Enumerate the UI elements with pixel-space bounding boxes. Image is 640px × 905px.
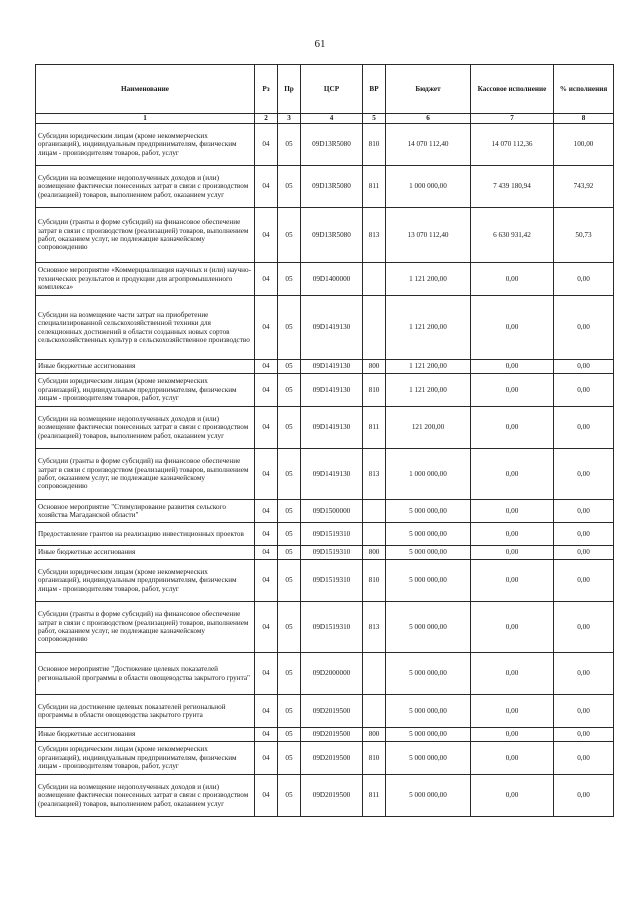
cell-pct: 0,00 xyxy=(554,546,614,560)
column-number: 6 xyxy=(386,114,471,124)
cell-budget: 1 121 200,00 xyxy=(386,360,471,374)
header-pct: % исполнения xyxy=(554,65,614,114)
cell-csr: 09D1519310 xyxy=(301,602,363,653)
cell-csr: 09D1400000 xyxy=(301,263,363,296)
cell-pct: 0,00 xyxy=(554,523,614,546)
cell-pct: 0,00 xyxy=(554,263,614,296)
cell-csr: 09D1419130 xyxy=(301,296,363,360)
cell-csr: 09D13R5080 xyxy=(301,124,363,166)
cell-budget: 1 000 000,00 xyxy=(386,449,471,500)
header-rz: Рз xyxy=(255,65,278,114)
cell-vr: 810 xyxy=(363,742,386,775)
cell-rz: 04 xyxy=(255,166,278,208)
header-row xyxy=(36,65,614,114)
cell-csr: 09D1419130 xyxy=(301,374,363,407)
cell-pr: 05 xyxy=(278,523,301,546)
cell-name: Субсидии на возмещение недополученных доходов и (или) возмещение фактически понесенных затрат в связи с производством (реализацией) товаров, выполнением работ, оказанием услуг xyxy=(36,775,255,817)
cell-pct: 0,00 xyxy=(554,695,614,728)
cell-exec: 0,00 xyxy=(471,500,554,523)
cell-rz: 04 xyxy=(255,523,278,546)
cell-rz: 04 xyxy=(255,695,278,728)
cell-vr xyxy=(363,296,386,360)
column-number: 1 xyxy=(36,114,255,124)
cell-vr: 813 xyxy=(363,208,386,263)
cell-name: Субсидии на возмещение недополученных доходов и (или) возмещение фактически понесенных затрат в связи с производством (реализацией) товаров, выполнением работ, оказанием услуг xyxy=(36,407,255,449)
cell-pr: 05 xyxy=(278,449,301,500)
cell-vr xyxy=(363,523,386,546)
cell-pr: 05 xyxy=(278,124,301,166)
table-row xyxy=(36,208,614,263)
cell-budget: 5 000 000,00 xyxy=(386,560,471,602)
cell-exec: 0,00 xyxy=(471,546,554,560)
column-number: 7 xyxy=(471,114,554,124)
cell-budget: 5 000 000,00 xyxy=(386,500,471,523)
cell-pct: 0,00 xyxy=(554,602,614,653)
cell-name: Основное мероприятие «Коммерциализация научных и (или) научно-технических результатов и продукции для агропромышленного комплекса» xyxy=(36,263,255,296)
cell-budget: 1 121 200,00 xyxy=(386,263,471,296)
cell-vr: 800 xyxy=(363,360,386,374)
cell-rz: 04 xyxy=(255,374,278,407)
cell-vr: 810 xyxy=(363,560,386,602)
cell-name: Субсидии юридическим лицам (кроме некоммерческих организаций), индивидуальным предпринимателям, физическим лицам - производителям товаров, работ, услуг xyxy=(36,742,255,775)
cell-pct: 100,00 xyxy=(554,124,614,166)
table-row xyxy=(36,360,614,374)
cell-pr: 05 xyxy=(278,263,301,296)
cell-pr: 05 xyxy=(278,775,301,817)
table-row xyxy=(36,560,614,602)
cell-vr: 810 xyxy=(363,374,386,407)
cell-rz: 04 xyxy=(255,742,278,775)
cell-exec: 0,00 xyxy=(471,449,554,500)
cell-exec: 0,00 xyxy=(471,263,554,296)
cell-name: Субсидии (гранты в форме субсидий) на финансовое обеспечение затрат в связи с производством (реализацией) товаров, выполнением работ, оказанием услуг, не подлежащие казначейскому сопровождению xyxy=(36,208,255,263)
cell-vr: 810 xyxy=(363,124,386,166)
column-number: 3 xyxy=(278,114,301,124)
table-row xyxy=(36,449,614,500)
cell-exec: 0,00 xyxy=(471,296,554,360)
cell-budget: 5 000 000,00 xyxy=(386,523,471,546)
cell-csr: 09D13R5080 xyxy=(301,166,363,208)
table-row xyxy=(36,728,614,742)
cell-pct: 0,00 xyxy=(554,407,614,449)
cell-rz: 04 xyxy=(255,560,278,602)
cell-vr: 813 xyxy=(363,602,386,653)
cell-pr: 05 xyxy=(278,602,301,653)
cell-exec: 0,00 xyxy=(471,742,554,775)
cell-pct: 0,00 xyxy=(554,742,614,775)
table-row xyxy=(36,742,614,775)
cell-pr: 05 xyxy=(278,407,301,449)
cell-exec: 0,00 xyxy=(471,523,554,546)
header-budget: Бюджет xyxy=(386,65,471,114)
cell-exec: 0,00 xyxy=(471,374,554,407)
table-row xyxy=(36,124,614,166)
table-row xyxy=(36,296,614,360)
cell-pr: 05 xyxy=(278,296,301,360)
cell-name: Субсидии на достижение целевых показателей региональной программы в области овощеводства закрытого грунта xyxy=(36,695,255,728)
cell-csr: 09D13R5080 xyxy=(301,208,363,263)
table-row xyxy=(36,653,614,695)
cell-pct: 0,00 xyxy=(554,728,614,742)
cell-budget: 121 200,00 xyxy=(386,407,471,449)
table-row xyxy=(36,500,614,523)
cell-rz: 04 xyxy=(255,124,278,166)
cell-name: Иные бюджетные ассигнования xyxy=(36,546,255,560)
cell-pr: 05 xyxy=(278,500,301,523)
table-row xyxy=(36,166,614,208)
cell-csr: 09D1500000 xyxy=(301,500,363,523)
cell-vr xyxy=(363,500,386,523)
cell-vr: 811 xyxy=(363,166,386,208)
cell-pr: 05 xyxy=(278,360,301,374)
column-number-row xyxy=(36,114,614,124)
cell-pr: 05 xyxy=(278,742,301,775)
cell-exec: 0,00 xyxy=(471,602,554,653)
cell-rz: 04 xyxy=(255,775,278,817)
cell-rz: 04 xyxy=(255,407,278,449)
header-vr: ВР xyxy=(363,65,386,114)
cell-pct: 0,00 xyxy=(554,374,614,407)
cell-budget: 13 070 112,40 xyxy=(386,208,471,263)
table-row xyxy=(36,602,614,653)
cell-budget: 5 000 000,00 xyxy=(386,546,471,560)
cell-budget: 14 070 112,40 xyxy=(386,124,471,166)
header-pr: Пр xyxy=(278,65,301,114)
cell-budget: 1 121 200,00 xyxy=(386,296,471,360)
cell-exec: 0,00 xyxy=(471,560,554,602)
cell-pct: 743,92 xyxy=(554,166,614,208)
cell-pr: 05 xyxy=(278,208,301,263)
cell-name: Субсидии (гранты в форме субсидий) на финансовое обеспечение затрат в связи с производством (реализацией) товаров, выполнением работ, оказанием услуг, не подлежащие казначейскому сопровождению xyxy=(36,449,255,500)
cell-vr xyxy=(363,653,386,695)
cell-rz: 04 xyxy=(255,296,278,360)
cell-budget: 1 000 000,00 xyxy=(386,166,471,208)
cell-rz: 04 xyxy=(255,208,278,263)
column-number: 4 xyxy=(301,114,363,124)
cell-exec: 0,00 xyxy=(471,407,554,449)
cell-exec: 7 439 180,94 xyxy=(471,166,554,208)
cell-rz: 04 xyxy=(255,449,278,500)
cell-rz: 04 xyxy=(255,653,278,695)
page-number: 61 xyxy=(314,38,326,50)
table-row xyxy=(36,775,614,817)
cell-pct: 50,73 xyxy=(554,208,614,263)
cell-csr: 09D2000000 xyxy=(301,653,363,695)
cell-name: Субсидии на возмещение недополученных доходов и (или) возмещение фактически понесенных затрат в связи с производством (реализацией) товаров, выполнением работ, оказанием услуг xyxy=(36,166,255,208)
cell-pct: 0,00 xyxy=(554,653,614,695)
table-row xyxy=(36,695,614,728)
cell-vr xyxy=(363,263,386,296)
cell-name: Основное мероприятие "Стимулирование развития сельского хозяйства Магаданской области" xyxy=(36,500,255,523)
cell-csr: 09D1519310 xyxy=(301,560,363,602)
cell-name: Субсидии юридическим лицам (кроме некоммерческих организаций), индивидуальным предпринимателям, физическим лицам - производителям товаров, работ, услуг xyxy=(36,124,255,166)
cell-name: Субсидии на возмещение части затрат на приобретение специализированной сельскохозяйственной техники для селекционных достижений в области созданных новых сортов сельскохозяйственных культур в сельскохозяйственное производство xyxy=(36,296,255,360)
cell-name: Основное мероприятие "Достижение целевых показателей региональной программы в области овощеводства закрытого грунта" xyxy=(36,653,255,695)
cell-name: Предоставление грантов на реализацию инвестиционных проектов xyxy=(36,523,255,546)
cell-pct: 0,00 xyxy=(554,360,614,374)
cell-pr: 05 xyxy=(278,560,301,602)
cell-pct: 0,00 xyxy=(554,500,614,523)
cell-csr: 09D1519310 xyxy=(301,523,363,546)
cell-name: Субсидии юридическим лицам (кроме некоммерческих организаций), индивидуальным предпринимателям, физическим лицам - производителям товаров, работ, услуг xyxy=(36,560,255,602)
header-exec: Кассовое исполнение xyxy=(471,65,554,114)
cell-rz: 04 xyxy=(255,728,278,742)
cell-budget: 5 000 000,00 xyxy=(386,653,471,695)
table-row xyxy=(36,263,614,296)
cell-pr: 05 xyxy=(278,695,301,728)
cell-rz: 04 xyxy=(255,546,278,560)
cell-pr: 05 xyxy=(278,166,301,208)
cell-csr: 09D1419130 xyxy=(301,449,363,500)
table-row xyxy=(36,546,614,560)
cell-vr: 811 xyxy=(363,407,386,449)
table-row xyxy=(36,374,614,407)
cell-exec: 0,00 xyxy=(471,695,554,728)
cell-csr: 09D2019500 xyxy=(301,742,363,775)
cell-pct: 0,00 xyxy=(554,449,614,500)
cell-csr: 09D1519310 xyxy=(301,546,363,560)
cell-budget: 5 000 000,00 xyxy=(386,728,471,742)
column-number: 8 xyxy=(554,114,614,124)
cell-vr: 811 xyxy=(363,775,386,817)
cell-vr: 813 xyxy=(363,449,386,500)
cell-vr: 800 xyxy=(363,546,386,560)
cell-budget: 5 000 000,00 xyxy=(386,775,471,817)
cell-exec: 0,00 xyxy=(471,775,554,817)
cell-name: Иные бюджетные ассигнования xyxy=(36,728,255,742)
cell-exec: 0,00 xyxy=(471,728,554,742)
cell-csr: 09D2019500 xyxy=(301,695,363,728)
cell-rz: 04 xyxy=(255,263,278,296)
cell-name: Субсидии (гранты в форме субсидий) на финансовое обеспечение затрат в связи с производством (реализацией) товаров, выполнением работ, оказанием услуг, не подлежащие казначейскому сопровождению xyxy=(36,602,255,653)
cell-budget: 5 000 000,00 xyxy=(386,602,471,653)
cell-pr: 05 xyxy=(278,374,301,407)
cell-rz: 04 xyxy=(255,602,278,653)
cell-vr: 800 xyxy=(363,728,386,742)
budget-execution-table xyxy=(35,64,614,817)
cell-pct: 0,00 xyxy=(554,560,614,602)
column-number: 5 xyxy=(363,114,386,124)
cell-pr: 05 xyxy=(278,728,301,742)
column-number: 2 xyxy=(255,114,278,124)
table-row xyxy=(36,523,614,546)
cell-pr: 05 xyxy=(278,653,301,695)
cell-pct: 0,00 xyxy=(554,296,614,360)
cell-name: Субсидии юридическим лицам (кроме некоммерческих организаций), индивидуальным предпринимателям, физическим лицам - производителям товаров, работ, услуг xyxy=(36,374,255,407)
cell-csr: 09D1419130 xyxy=(301,360,363,374)
cell-csr: 09D2019500 xyxy=(301,728,363,742)
cell-exec: 0,00 xyxy=(471,360,554,374)
cell-name: Иные бюджетные ассигнования xyxy=(36,360,255,374)
cell-budget: 5 000 000,00 xyxy=(386,742,471,775)
cell-pr: 05 xyxy=(278,546,301,560)
cell-budget: 5 000 000,00 xyxy=(386,695,471,728)
cell-exec: 0,00 xyxy=(471,653,554,695)
cell-exec: 14 070 112,36 xyxy=(471,124,554,166)
cell-exec: 6 630 931,42 xyxy=(471,208,554,263)
cell-rz: 04 xyxy=(255,500,278,523)
cell-budget: 1 121 200,00 xyxy=(386,374,471,407)
cell-csr: 09D2019500 xyxy=(301,775,363,817)
header-name: Наименование xyxy=(36,65,255,114)
table-row xyxy=(36,407,614,449)
cell-pct: 0,00 xyxy=(554,775,614,817)
header-csr: ЦСР xyxy=(301,65,363,114)
cell-csr: 09D1419130 xyxy=(301,407,363,449)
cell-rz: 04 xyxy=(255,360,278,374)
cell-vr xyxy=(363,695,386,728)
